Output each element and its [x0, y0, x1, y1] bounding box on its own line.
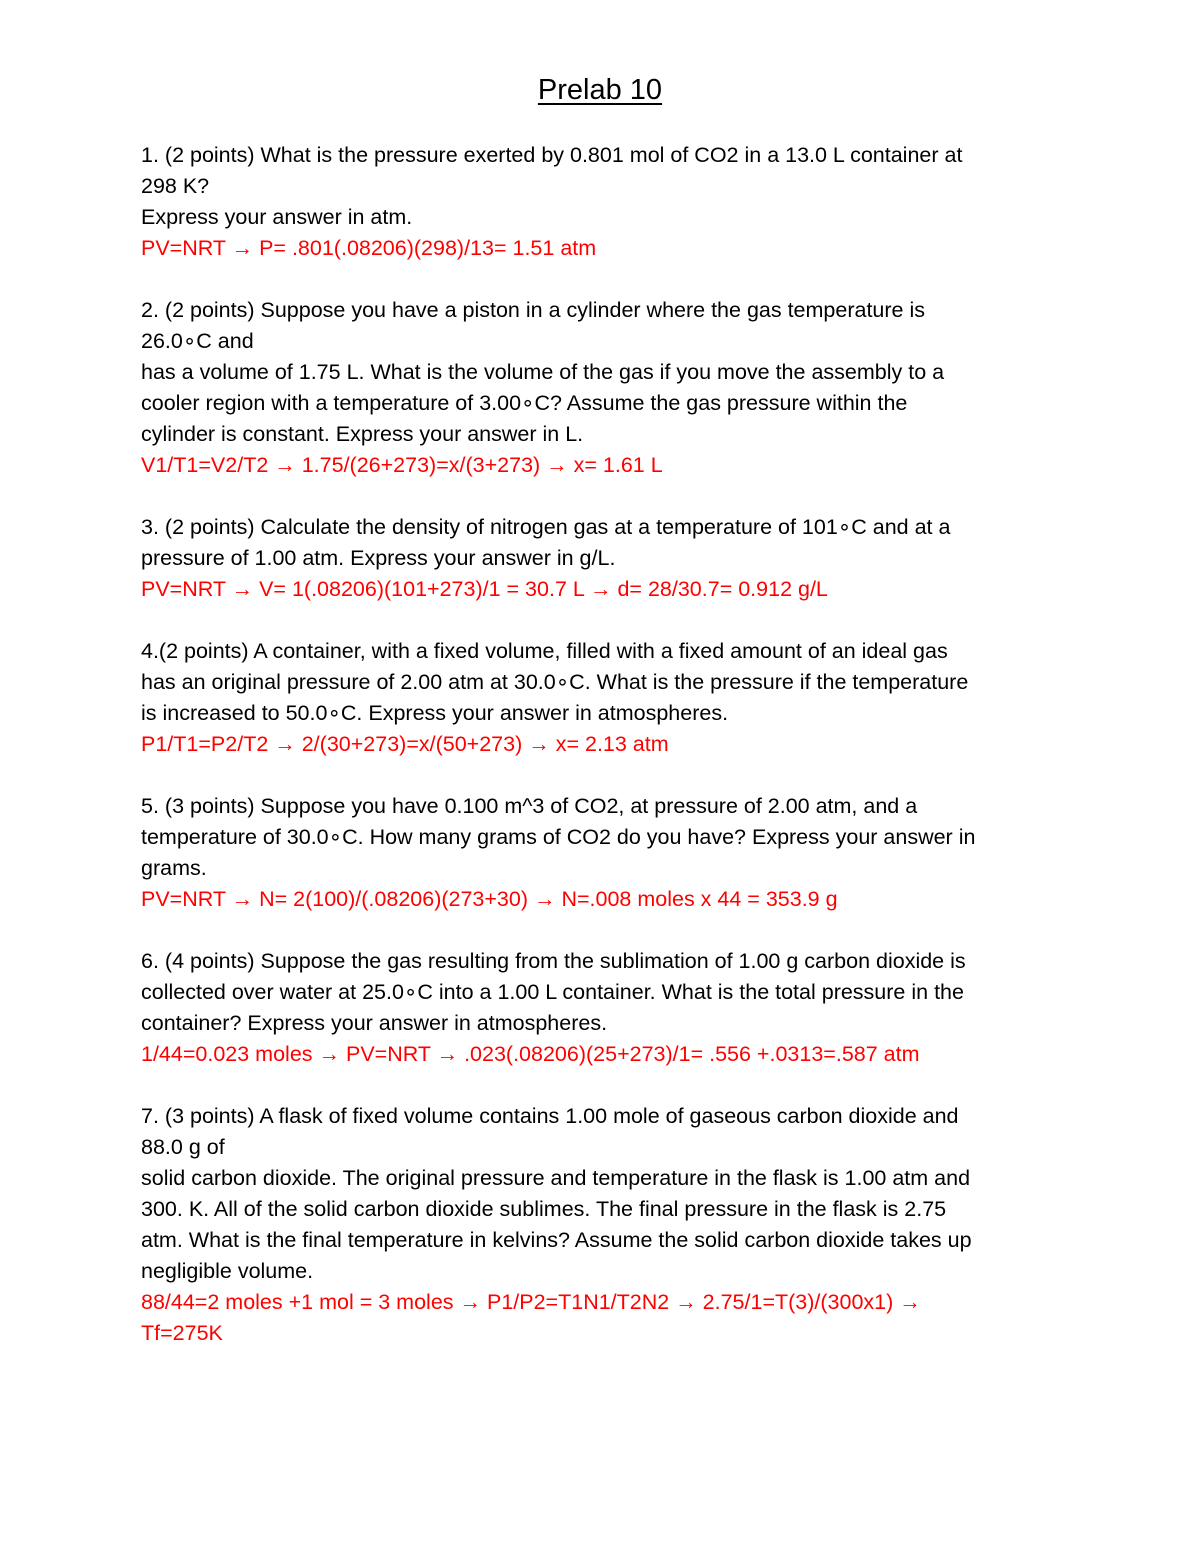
question-text-line: 3. (2 points) Calculate the density of nitrogen gas at a temperature of 101∘C and at a: [141, 515, 951, 539]
question-text-line: atm. What is the final temperature in kelvins? Assume the solid carbon dioxide takes up: [141, 1228, 972, 1252]
question-2: [141, 295, 1071, 481]
question-1: [141, 140, 1071, 264]
question-text-line: solid carbon dioxide. The original pressure and temperature in the flask is 1.00 atm and: [141, 1166, 971, 1190]
question-text-line: 7. (3 points) A flask of fixed volume contains 1.00 mole of gaseous carbon dioxide and: [141, 1104, 959, 1128]
question-list: [141, 140, 1071, 1380]
question-text-line: 4.(2 points) A container, with a fixed volume, filled with a fixed amount of an ideal gas: [141, 639, 948, 663]
answer-line: P1/T1=P2/T2 → 2/(30+273)=x/(50+273) → x= 2.13 atm: [141, 732, 669, 756]
question-text-line: 298 K?: [141, 174, 210, 198]
question-text-line: is increased to 50.0∘C. Express your answer in atmospheres.: [141, 701, 729, 725]
answer-line: 88/44=2 moles +1 mol = 3 moles → P1/P2=T1N1/T2N2 → 2.75/1=T(3)/(300x1) →: [141, 1290, 921, 1314]
question-7: [141, 1101, 1071, 1349]
question-text-line: 6. (4 points) Suppose the gas resulting from the sublimation of 1.00 g carbon dioxide is: [141, 949, 966, 973]
question-text-line: 300. K. All of the solid carbon dioxide sublimes. The final pressure in the flask is 2.75: [141, 1197, 947, 1221]
question-text-line: temperature of 30.0∘C. How many grams of CO2 do you have? Express your answer in: [141, 825, 976, 849]
question-text-line: container? Express your answer in atmospheres.: [141, 1011, 608, 1035]
question-6: [141, 946, 1071, 1070]
answer-line: V1/T1=V2/T2 → 1.75/(26+273)=x/(3+273) → x= 1.61 L: [141, 453, 663, 477]
question-text-line: cylinder is constant. Express your answer in L.: [141, 422, 584, 446]
question-text-line: negligible volume.: [141, 1259, 314, 1283]
question-text-line: pressure of 1.00 atm. Express your answer in g/L.: [141, 546, 616, 570]
question-text-line: has an original pressure of 2.00 atm at 30.0∘C. What is the pressure if the temperature: [141, 670, 969, 694]
question-text-line: 26.0∘C and: [141, 329, 254, 353]
question-text-line: grams.: [141, 856, 207, 880]
question-text-line: cooler region with a temperature of 3.00∘C? Assume the gas pressure within the: [141, 391, 908, 415]
answer-line: PV=NRT → V= 1(.08206)(101+273)/1 = 30.7 L → d= 28/30.7= 0.912 g/L: [141, 577, 828, 601]
question-text-line: 2. (2 points) Suppose you have a piston in a cylinder where the gas temperature is: [141, 298, 926, 322]
question-text-line: 88.0 g of: [141, 1135, 225, 1159]
question-text-line: collected over water at 25.0∘C into a 1.00 L container. What is the total pressure in the: [141, 980, 964, 1004]
answer-line: 1/44=0.023 moles → PV=NRT → .023(.08206)(25+273)/1= .556 +.0313=.587 atm: [141, 1042, 920, 1066]
question-text-line: Express your answer in atm.: [141, 205, 413, 229]
question-text-line: has a volume of 1.75 L. What is the volume of the gas if you move the assembly to a: [141, 360, 945, 384]
question-text-line: 5. (3 points) Suppose you have 0.100 m^3 of CO2, at pressure of 2.00 atm, and a: [141, 794, 918, 818]
question-3: [141, 512, 1071, 605]
question-4: [141, 636, 1071, 760]
answer-line: PV=NRT → P= .801(.08206)(298)/13= 1.51 atm: [141, 236, 597, 260]
page-title: Prelab 10: [537, 74, 663, 106]
answer-line: PV=NRT → N= 2(100)/(.08206)(273+30) → N=.008 moles x 44 = 353.9 g: [141, 887, 838, 911]
question-5: [141, 791, 1071, 915]
answer-line: Tf=275K: [141, 1321, 223, 1345]
question-text-line: 1. (2 points) What is the pressure exerted by 0.801 mol of CO2 in a 13.0 L container at: [141, 143, 963, 167]
